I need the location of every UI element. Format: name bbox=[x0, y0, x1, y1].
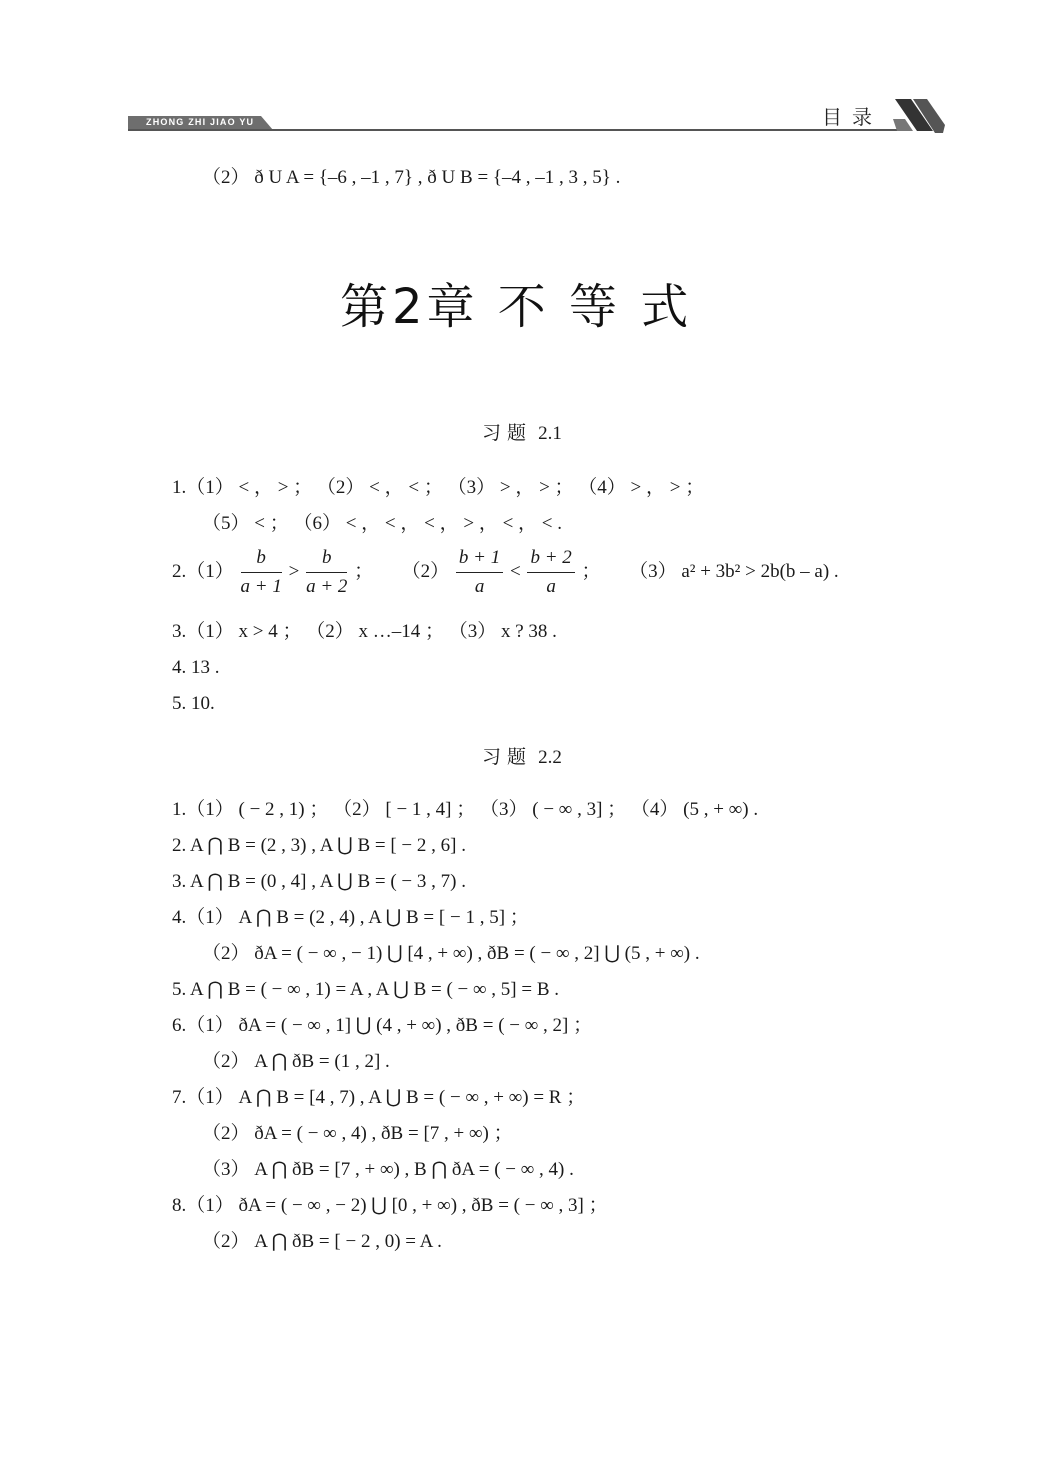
exercise-2-1-q1-line1: 1.（1） < ， > ； （2） < ， < ； （3） > ， > ； （4） > ， > ； bbox=[172, 477, 705, 498]
fraction bbox=[241, 546, 282, 599]
exercise-2-2-q3: 3. A ⋂ B = (0 , 4] , A ⋃ B = ( − 3 , 7) . bbox=[172, 871, 466, 892]
q2-prefix: 2.（1） bbox=[172, 560, 234, 582]
exercise-2-2-q7-part3: （3） A ⋂ ðB = [7 , + ∞) , B ⋂ ðA = ( − ∞ , 4) . bbox=[202, 1159, 574, 1180]
exercise-2-2-q4-part1: 4.（1） A ⋂ B = (2 , 4) , A ⋃ B = [ − 1 , 5] ； bbox=[172, 907, 529, 928]
operator: > bbox=[288, 560, 300, 582]
fraction-denominator: a bbox=[546, 576, 556, 597]
section-heading-number: 2.1 bbox=[538, 423, 562, 444]
fraction bbox=[527, 546, 574, 599]
exercise-2-1-q3: 3.（1） x > 4 ； （2） x …–14 ； （3） x ? 38 . bbox=[172, 621, 557, 642]
exercise-2-2-q6-part2: （2） A ⋂ ðB = (1 , 2] . bbox=[202, 1051, 390, 1072]
exercise-2-2-q5: 5. A ⋂ B = ( − ∞ , 1) = A , A ⋃ B = ( − ∞ , 5] = B . bbox=[172, 979, 560, 1000]
fraction-denominator: a + 2 bbox=[306, 576, 348, 597]
exercise-2-2-q1: 1.（1） ( − 2 , 1) ； （2） [ − 1 , 4] ； （3） ( − ∞ , 3] ； （4） (5 , + ∞) . bbox=[172, 799, 759, 820]
exercise-2-2-q8-part2: （2） A ⋂ ðB = [ − 2 , 0) = A . bbox=[202, 1231, 442, 1252]
exercise-2-1-q1-line2: （5） < ； （6） < ， < ， < ， > ， < ， < . bbox=[202, 513, 563, 534]
exercise-2-1-q5: 5. 10. bbox=[172, 693, 215, 714]
section-heading-label: 习 题 bbox=[482, 746, 527, 768]
exercise-2-2-q7-part2: （2） ðA = ( − ∞ , 4) , ðB = [7 , + ∞) ； bbox=[202, 1123, 513, 1144]
fraction-numerator: b bbox=[306, 546, 347, 573]
header-brand-text: ZHONG ZHI JIAO YU bbox=[146, 117, 255, 127]
section-heading-2-1 bbox=[482, 418, 562, 445]
fraction-numerator: b + 2 bbox=[527, 546, 574, 573]
exercise-2-2-q6-part1: 6.（1） ðA = ( − ∞ , 1] ⋃ (4 , + ∞) , ðB = ( − ∞ , 2] ； bbox=[172, 1015, 593, 1036]
header-rule bbox=[128, 129, 903, 131]
fraction bbox=[456, 546, 503, 599]
fraction-denominator: a bbox=[474, 576, 485, 597]
fraction bbox=[306, 546, 347, 599]
separator: ； bbox=[354, 560, 374, 582]
q2-part3: （3） a² + 3b² > 2b(b – a) . bbox=[629, 560, 839, 582]
operator: < bbox=[510, 560, 521, 582]
header-section-label: 目录 bbox=[822, 105, 882, 129]
fraction-numerator: b bbox=[241, 546, 282, 573]
exercise-2-2-q7-part1: 7.（1） A ⋂ B = [4 , 7) , A ⋃ B = ( − ∞ , + ∞) = R ； bbox=[172, 1087, 586, 1108]
section-heading-label: 习 题 bbox=[482, 422, 527, 444]
section-heading-2-2 bbox=[482, 742, 562, 769]
exercise-2-2-q2: 2. A ⋂ B = (2 , 3) , A ⋃ B = [ − 2 , 6] . bbox=[172, 835, 466, 856]
fraction-denominator: a + 1 bbox=[240, 576, 282, 597]
exercise-2-2-q4-part2: （2） ðA = ( − ∞ , − 1) ⋃ [4 , + ∞) , ðB = ( − ∞ , 2] ⋃ (5 , + ∞) . bbox=[202, 943, 700, 964]
chapter-title: 第2章 不 等 式 bbox=[340, 279, 693, 335]
exercise-2-1-q2 bbox=[172, 546, 839, 599]
exercise-2-2-q8-part1: 8.（1） ðA = ( − ∞ , − 2) ⋃ [0 , + ∞) , ðB = ( − ∞ , 3] ； bbox=[172, 1195, 608, 1216]
separator: ； bbox=[581, 560, 601, 582]
q2-part2-label: （2） bbox=[401, 560, 450, 582]
answer-line-prev-chapter: （2） ð U A = {–6 , –1 , 7} , ð U B = {–4 , –1 , 3 , 5} . bbox=[202, 167, 621, 188]
fraction-numerator: b + 1 bbox=[456, 546, 503, 573]
exercise-2-1-q4: 4. 13 . bbox=[172, 657, 220, 678]
section-heading-number: 2.2 bbox=[538, 747, 562, 768]
header-chevron-decoration bbox=[893, 97, 945, 135]
